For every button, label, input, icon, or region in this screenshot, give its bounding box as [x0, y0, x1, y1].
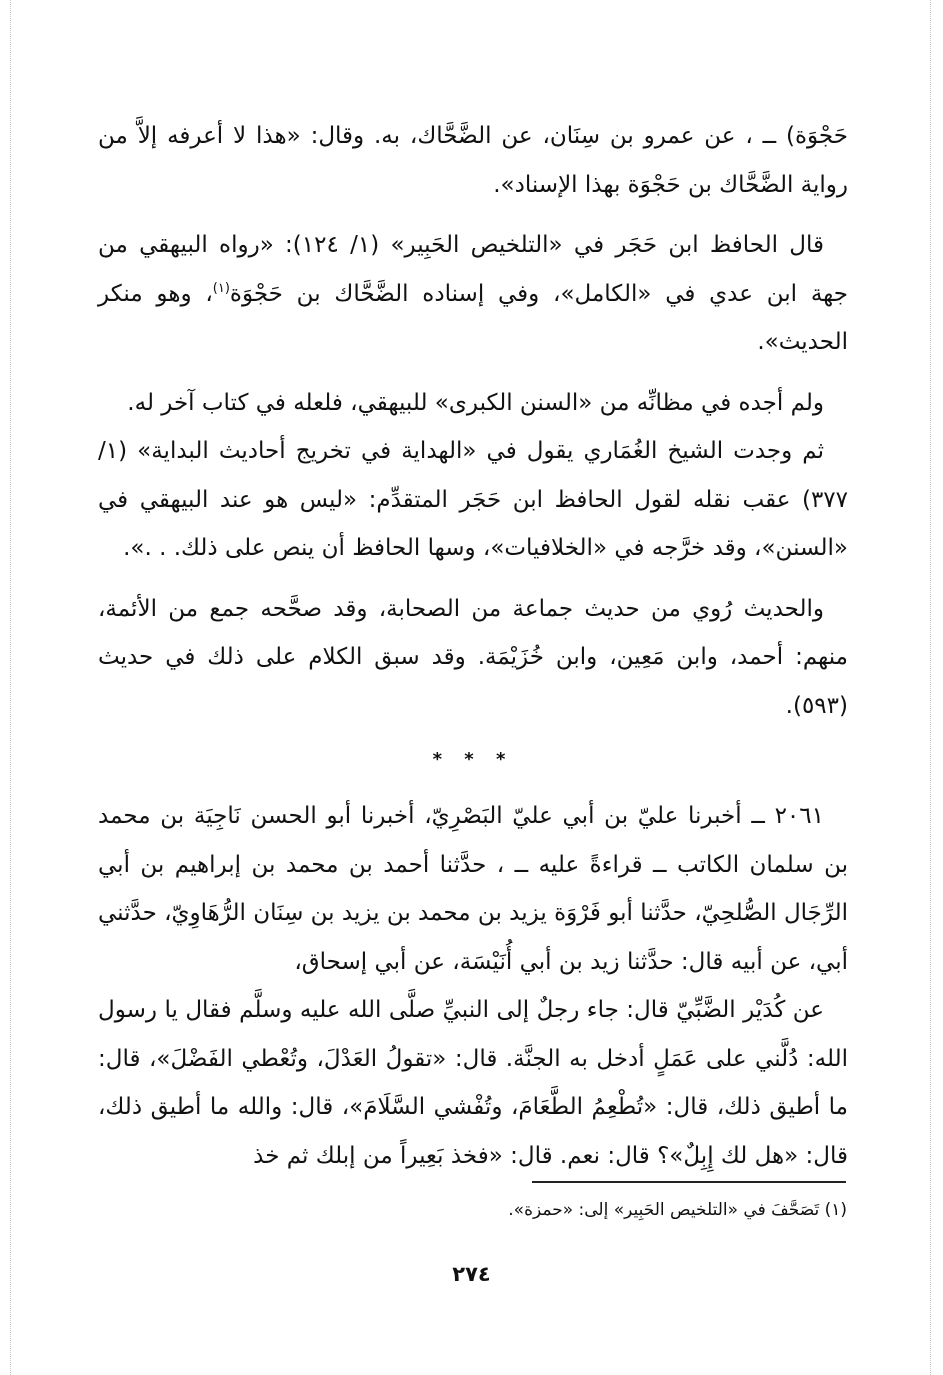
paragraph-3: ولم أجده في مظانِّه من «السنن الكبرى» للبيهقي، فلعله في كتاب آخر له. — [127, 389, 824, 416]
main-text — [98, 112, 848, 1180]
footnote: (١) تَصَحَّفَ في «التلخيص الحَبِير» إلى: «حمزة». — [508, 1200, 847, 1220]
hadith-isnad: ٢٠٦١ ــ أخبرنا عليّ بن أبي عليّ البَصْرِيّ، أخبرنا أبو الحسن نَاجِيَة بن محمد بن سلمان الكاتب ــ قراءةً عليه ــ ، حدَّثنا أحمد بن محمد بن إبراهيم بن أبي الرِّجَال الصُّلحِيّ، حدَّثنا أبو فَرْوَة يزيد بن محمد بن يزيد بن سِنَان الرُّهَاوِيّ، حدَّثني أبي، عن أبيه قال: حدَّثنا زيد بن أبي أُنَيْسَة، عن أبي إسحاق، — [98, 803, 848, 975]
scan-margin-left — [10, 0, 11, 1375]
paragraph-1: حَجْوَة) ــ ، عن عمرو بن سِنَان، عن الضَّحَّاك، به. وقال: «هذا لا أعرفه إلاَّ من رواية الضَّحَّاك بن حَجْوَة بهذا الإسناد». — [98, 123, 848, 198]
section-separator: * * * — [432, 749, 514, 770]
paragraph-5: والحديث رُوي من حديث جماعة من الصحابة، وقد صحَّحه جمع من الأئمة، منهم: أحمد، وابن مَعِين، وابن خُزَيْمَة. وقد سبق الكلام على ذلك في حديث (٥٩٣). — [98, 595, 848, 719]
paragraph-2 — [98, 221, 848, 367]
footnote-reference: (١) — [212, 280, 230, 296]
paragraph-2-text: قال الحافظ ابن حَجَر في «التلخيص الحَبِير» (١/ ١٢٤): «رواه البيهقي من جهة ابن عدي في «الكامل»، وفي إسناده الضَّحَّاك بن حَجْوَة — [98, 232, 848, 307]
hadith-matn: عن كُدَيْر الضَّبِّيّ قال: جاء رجلٌ إلى النبيِّ صلَّى الله عليه وسلَّم فقال يا رسول الله: دُلَّني على عَمَلٍ أدخل به الجنَّة. قال: «تقولُ العَدْلَ، وتُعْطي الفَضْلَ»، قال: ما أطيق ذلك، قال: «تُطْعِمُ الطَّعَامَ، وتُفْشي السَّلَامَ»، قال: والله ما أطيق ذلك، قال: «هل لك إِبِلٌ»؟ قال: نعم. قال: «فخذ بَعِيراً من إبلك ثم خذ — [98, 997, 848, 1169]
scan-margin-right — [930, 0, 931, 1375]
paragraph-2-tail: ، وهو منكر الحديث». — [98, 280, 848, 355]
footnote-divider — [532, 1181, 846, 1183]
page-number: ٢٧٤ — [452, 1262, 491, 1286]
paragraph-4: ثم وجدت الشيخ الغُمَاري يقول في «الهداية في تخريج أحاديث البداية» (١/ ٣٧٧) عقب نقله لقول الحافظ ابن حَجَر المتقدِّم: «ليس هو عند البيهقي في «السنن»، وقد خرَّجه في «الخلافيات»، وسها الحافظ أن ينص على ذلك. . .». — [98, 438, 848, 561]
